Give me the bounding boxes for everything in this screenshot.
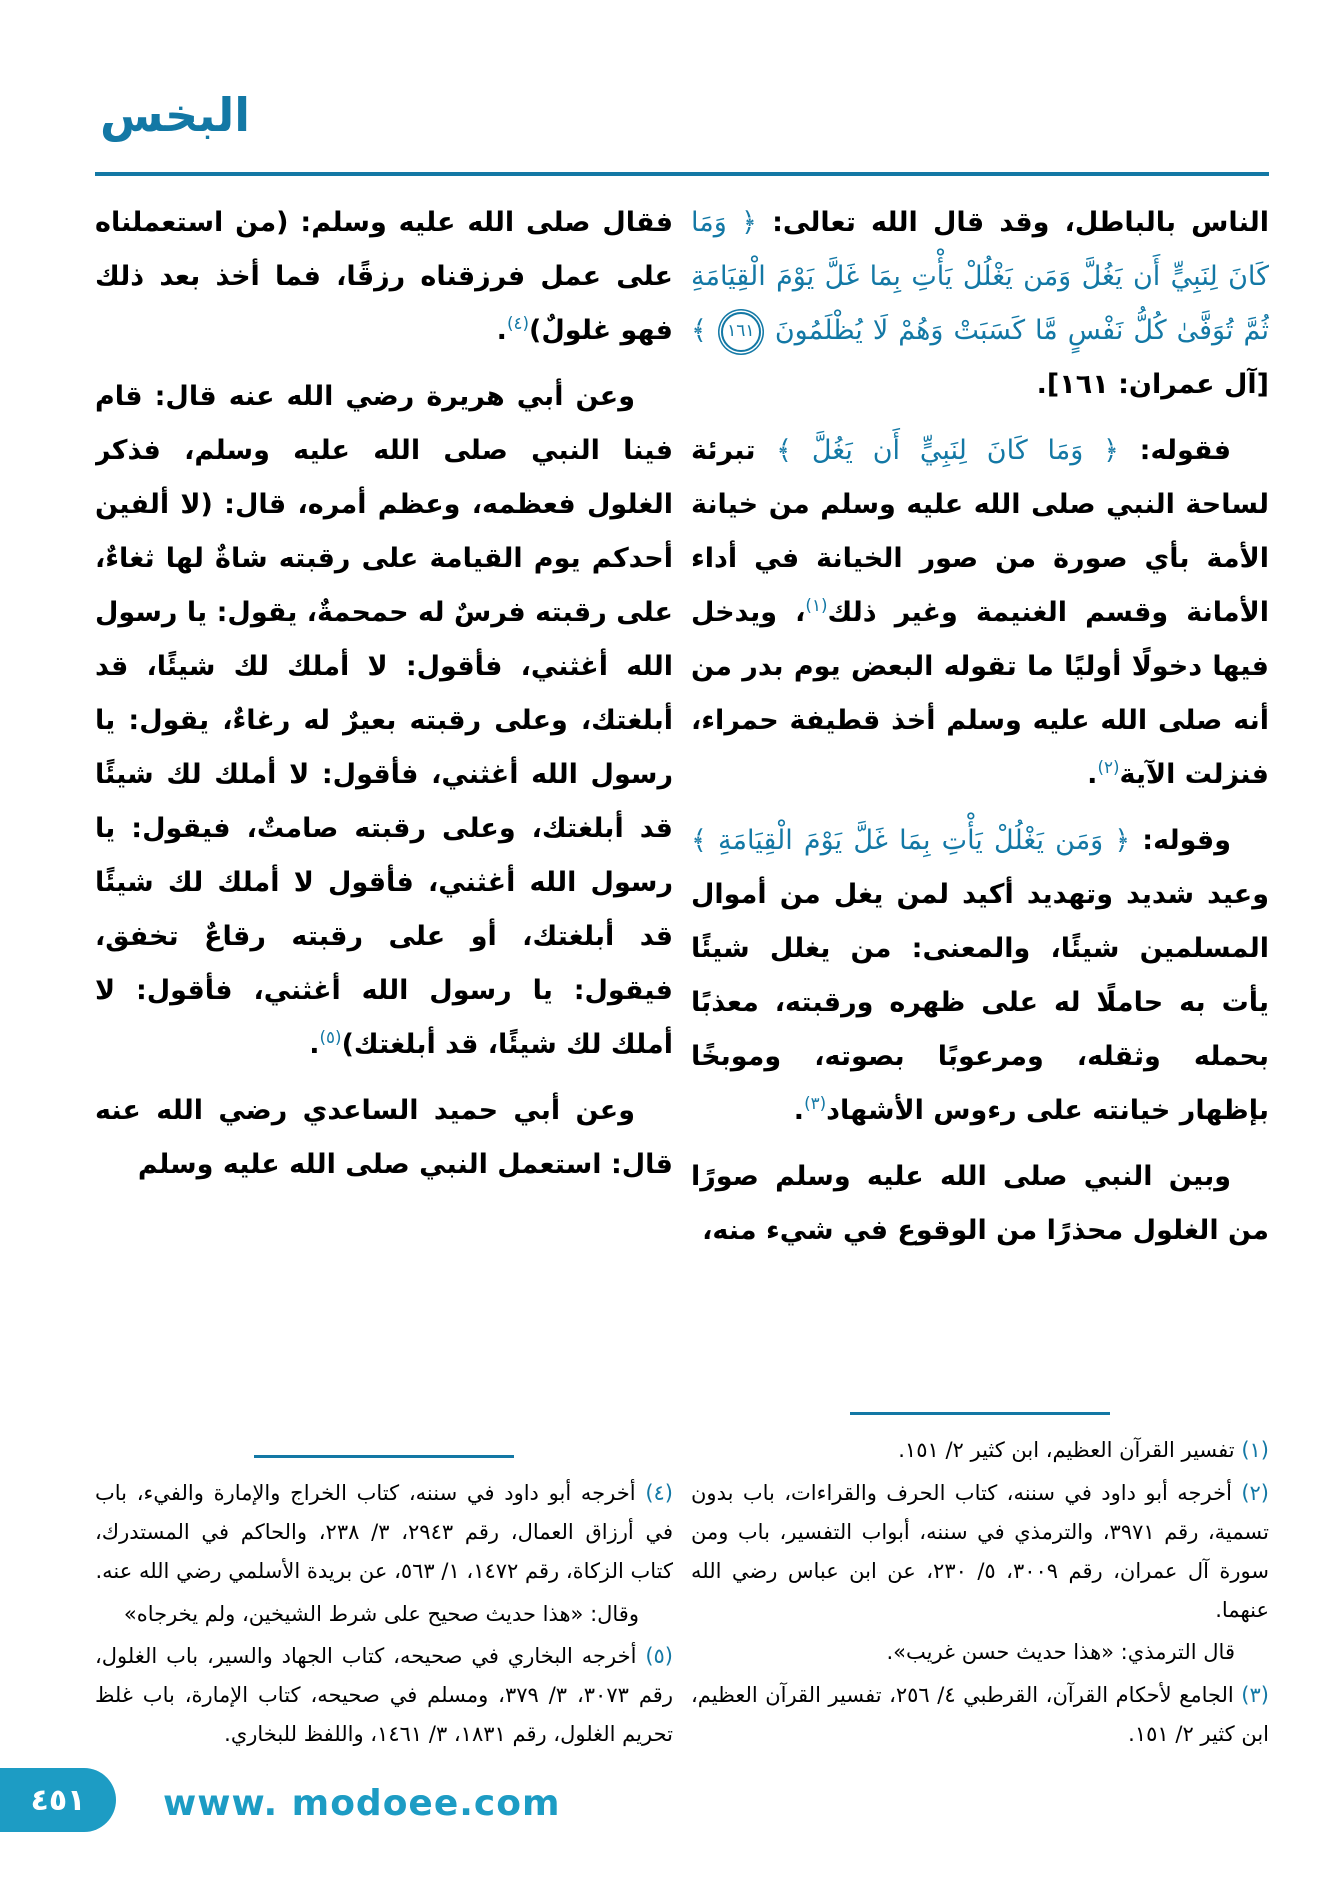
footnote-text: تفسير القرآن العظيم، ابن كثير ٢/ ١٥١. xyxy=(898,1438,1235,1463)
paragraph-hadith-1 xyxy=(95,196,673,358)
paragraph-closing xyxy=(691,1150,1269,1258)
footnote-text: قال الترمذي: «هذا حديث حسن غريب». xyxy=(886,1640,1235,1665)
footnote-text: وقال: «هذا حديث صحيح على شرط الشيخين، ولم يخرجاه» xyxy=(123,1601,639,1626)
footnote-number: (٥) xyxy=(645,1644,673,1669)
quran-verse-segment: ﴿ وَمَا كَانَ لِنَبِيٍّ أَن يَغُلَّ وَمَن يَغْلُلْ يَأْتِ بِمَا غَلَّ يَوْمَ الْقِيَامَةِ ثُمَّ تُوَفَّىٰ كُلُّ نَفْسٍ مَّا كَسَبَتْ وَهُمْ لَا يُظْلَمُونَ xyxy=(691,207,1269,346)
footnote-text: أخرجه أبو داود في سننه، كتاب الحرف والقراءات، باب بدون تسمية، رقم ٣٩٧١، والترمذي في سننه، أبواب التفسير، باب ومن سورة آل عمران، رقم ٣٠٠٩، ٥/ ٢٣٠، عن ابن عباس رضي الله عنهما. xyxy=(691,1481,1269,1622)
footnote-text: الجامع لأحكام القرآن، القرطبي ٤/ ٢٥٦، تفسير القرآن العظيم، ابن كثير ٢/ ١٥١. xyxy=(691,1683,1269,1747)
footnote-ref-5: (٥) xyxy=(319,1027,342,1047)
footnote-text: أخرجه البخاري في صحيحه، كتاب الجهاد والسير، باب الغلول، رقم ٣٠٧٣، ٣/ ٣٧٩، ومسلم في صحيحه، كتاب الإمارة، باب غلظ تحريم الغلول، رقم ١٨٣١، ٣/ ١٤٦١، واللفظ للبخاري. xyxy=(95,1644,673,1747)
text-segment: فقال صلى الله عليه وسلم: (من استعملناه على عمل فرزقناه رزقًا، فما أخذ بعد ذلك فهو غلولٌ) xyxy=(95,207,673,346)
text-segment: وقوله: xyxy=(1130,825,1231,856)
left-column xyxy=(95,196,673,1758)
footnote-number: (٣) xyxy=(1241,1683,1269,1708)
footnote-ref-4: (٤) xyxy=(506,313,529,333)
footnote xyxy=(691,1431,1269,1470)
text-segment: . xyxy=(309,1029,320,1060)
right-column xyxy=(691,196,1269,1758)
footnote-separator xyxy=(254,1455,514,1458)
left-footnotes xyxy=(95,1455,673,1758)
text-segment: وعن أبي حميد الساعدي رضي الله عنه قال: استعمل النبي صلى الله عليه وسلم xyxy=(95,1095,673,1180)
quran-close-bracket: ﴾ xyxy=(691,315,717,346)
site-url: www. modoee.com xyxy=(163,1783,561,1824)
right-footnotes xyxy=(691,1412,1269,1758)
quran-quote-segment: ﴿ وَمَا كَانَ لِنَبِيٍّ أَن يَغُلَّ ﴾ xyxy=(776,435,1119,466)
text-segment: وعن أبي هريرة رضي الله عنه قال: قام فينا النبي صلى الله عليه وسلم، فذكر الغلول فعظمه، وعظم أمره، قال: (لا ألفين أحدكم يوم القيامة على رقبته شاةٌ لها ثغاءٌ، على رقبته فرسٌ له حمحمةٌ، يقول: يا رسول الله أغثني، فأقول: لا أملك لك شيئًا، قد أبلغتك، وعلى رقبته بعيرٌ له رغاءٌ، يقول: يا رسول الله أغثني، فأقول: لا أملك لك شيئًا قد أبلغتك، وعلى رقبته صامتٌ، فيقول: يا رسول الله أغثني، فأقول لا أملك لك شيئًا قد أبلغتك، أو على رقبته رقاعٌ تخفق، فيقول: يا رسول الله أغثني، فأقول: لا أملك لك شيئًا، قد أبلغتك) xyxy=(95,381,673,1060)
verse-citation: [آل عمران: ١٦١]. xyxy=(1036,369,1269,400)
text-segment: ، ويدخل فيها دخولًا أوليًا ما تقوله البعض يوم بدر من أنه صلى الله عليه وسلم أخذ قطيفة حمراء، فنزلت الآية xyxy=(691,597,1269,790)
paragraph-tafsir-1 xyxy=(691,424,1269,802)
paragraph-hadith-3 xyxy=(95,1084,673,1192)
footnote-text: أخرجه أبو داود في سننه، كتاب الخراج والإمارة والفيء، باب في أرزاق العمال، رقم ٢٩٤٣، ٣/ ٢٣٨، والحاكم في المستدرك، كتاب الزكاة، رقم ١٤٧٢، ١/ ٥٦٣، عن بريدة الأسلمي رضي الله عنه. xyxy=(95,1481,673,1583)
paragraph-verse-intro xyxy=(691,196,1269,412)
text-segment: . xyxy=(496,315,507,346)
right-column-body xyxy=(691,196,1269,1270)
quran-quote-segment: ﴿ وَمَن يَغْلُلْ يَأْتِ بِمَا غَلَّ يَوْمَ الْقِيَامَةِ ﴾ xyxy=(691,825,1131,856)
verse-number-badge: ١٦١ xyxy=(721,312,761,352)
chapter-header-word: البخس xyxy=(100,88,250,142)
page-number: ٤٥١ xyxy=(30,1782,86,1818)
left-column-body xyxy=(95,196,673,1204)
footnote xyxy=(691,1676,1269,1754)
footnote xyxy=(691,1474,1269,1629)
paragraph-tafsir-2 xyxy=(691,814,1269,1138)
page-number-pill xyxy=(0,1768,116,1832)
footnote-ref-3: (٣) xyxy=(804,1093,827,1113)
footnote xyxy=(95,1474,673,1591)
footnote-number: (١) xyxy=(1241,1438,1269,1463)
footnote-continuation xyxy=(691,1633,1269,1672)
text-segment: وبين النبي صلى الله عليه وسلم صورًا من الغلول محذرًا من الوقوع في شيء منه، xyxy=(691,1161,1269,1246)
text-segment: فقوله: xyxy=(1118,435,1231,466)
text-segment: تبرئة لساحة النبي صلى الله عليه وسلم من خيانة الأمة بأي صورة من صور الخيانة في أداء الأمانة وقسم الغنيمة وغير ذلك xyxy=(691,435,1269,628)
footnote-continuation xyxy=(95,1595,673,1634)
footnote-ref-2: (٢) xyxy=(1097,757,1120,777)
footnote xyxy=(95,1637,673,1754)
footnote-ref-1: (١) xyxy=(805,595,828,615)
paragraph-hadith-2 xyxy=(95,370,673,1072)
footnote-separator xyxy=(850,1412,1110,1415)
text-segment: وعيد شديد وتهديد أكيد لمن يغل من أموال المسلمين شيئًا، والمعنى: من يغلل شيئًا يأت به حاملًا له على ظهره ورقبته، معذبًا بحمله وثقله، ومرعوبًا بصوته، وموبخًا بإظهار خيانته على رءوس الأشهاد xyxy=(691,879,1269,1126)
header-rule xyxy=(95,172,1269,176)
footnote-number: (٢) xyxy=(1241,1481,1269,1506)
text-segment: . xyxy=(1087,759,1098,790)
two-column-layout xyxy=(95,196,1269,1758)
text-segment: . xyxy=(793,1095,805,1126)
footnote-number: (٤) xyxy=(645,1481,673,1506)
text-segment: الناس بالباطل، وقد قال الله تعالى: xyxy=(756,207,1269,238)
